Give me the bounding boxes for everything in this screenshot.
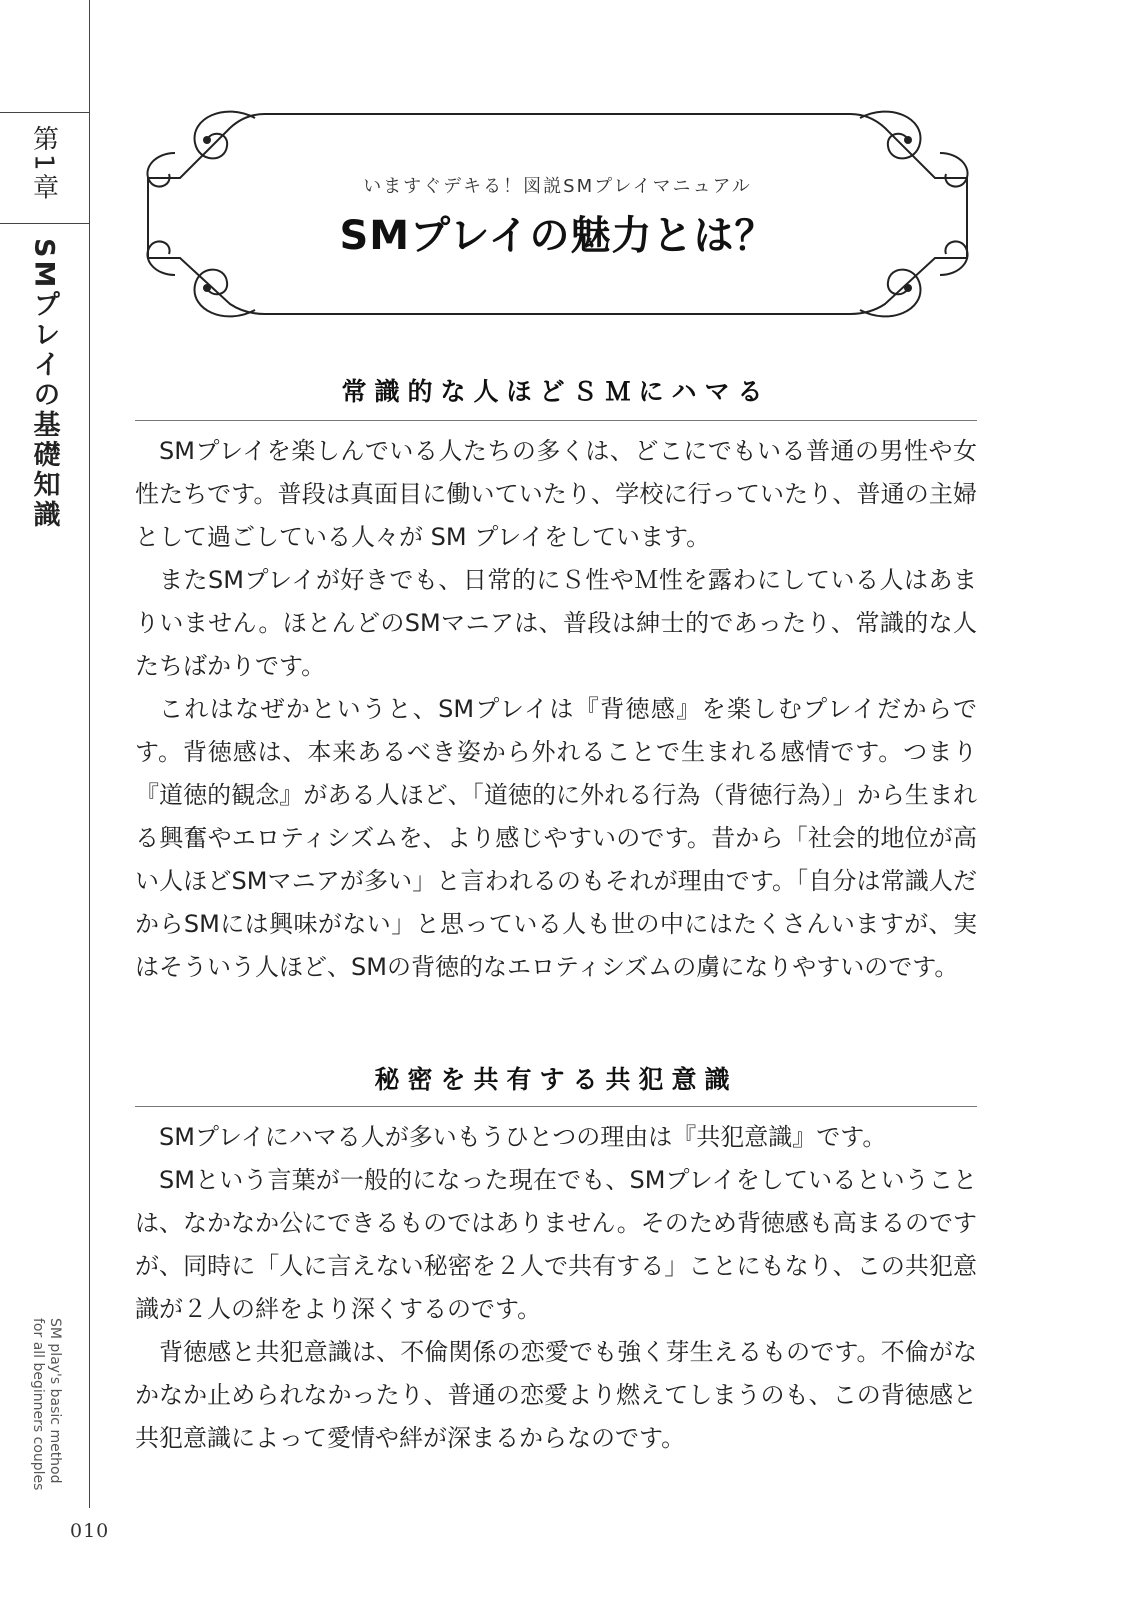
section-body-2 — [135, 1116, 977, 1460]
section-heading-2: 秘密を共有する共犯意識 — [374, 1065, 738, 1094]
chapter-label: 第1章 — [28, 125, 59, 203]
section-rule-1 — [135, 420, 977, 421]
book-subtitle-line2: for all beginners couples — [30, 1318, 46, 1491]
paragraph: SMという言葉が一般的になった現在でも、SMプレイをしているということは、なかなか公にできるものではありません。そのため背徳感も高まるのですが、同時に「人に言えない秘密を２人で共有する」ことにもなり、この共犯意識が２人の絆をより深くするのです。 — [135, 1166, 977, 1323]
page-title: SMプレイの魅力とは？ — [339, 213, 776, 259]
book-subtitle — [29, 1318, 63, 1490]
section-rule-2 — [135, 1106, 977, 1107]
paragraph: これはなぜかというと、SMプレイは『背徳感』を楽しむプレイだからです。背徳感は、本来あるべき姿から外れることで生まれる感情です。つまり『道徳的観念』がある人ほど、「道徳的に外れる行為（背徳行為）」から生まれる興奮やエロティシズムを、より感じやすいのです。昔から「社会的地位が高い人ほどSMマニアが多い」と言われるのもそれが理由です。「自分は常識人だからSMには興味がない」と思っている人も世の中にはたくさんいますが、実はそういう人ほど、SMの背徳的なエロティシズムの虜になりやすいのです。 — [135, 695, 977, 981]
section-body-1 — [135, 430, 977, 989]
title-frame — [135, 108, 980, 320]
page-number: 010 — [70, 1520, 110, 1542]
paragraph: またSMプレイが好きでも、日常的にＳ性やＭ性を露わにしている人はあまりいません。ほとんどのSMマニアは、普段は紳士的であったり、常識的な人たちばかりです。 — [135, 566, 977, 680]
paragraph: 背徳感と共犯意識は、不倫関係の恋愛でも強く芽生えるものです。不倫がなかなか止められなかったり、普通の恋愛より燃えてしまうのも、この背徳感と共犯意識によって愛情や絆が深まるからなのです。 — [135, 1338, 977, 1452]
paragraph: SMプレイにハマる人が多いもうひとつの理由は『共犯意識』です。 — [159, 1123, 887, 1151]
paragraph: SMプレイを楽しんでいる人たちの多くは、どこにでもいる普通の男性や女性たちです。普段は真面目に働いていたり、学校に行っていたり、普通の主婦として過ごしている人々が SM プレイをしています。 — [135, 437, 977, 551]
section-label: SMプレイの基礎知識 — [28, 238, 60, 531]
title-kicker: いますぐデキる！図説SMプレイマニュアル — [363, 176, 752, 197]
book-subtitle-line1: SM play's basic method — [47, 1318, 63, 1484]
sidebar-rule — [89, 0, 90, 1508]
section-heading-1: 常識的な人ほどＳＭにハマる — [341, 377, 771, 406]
